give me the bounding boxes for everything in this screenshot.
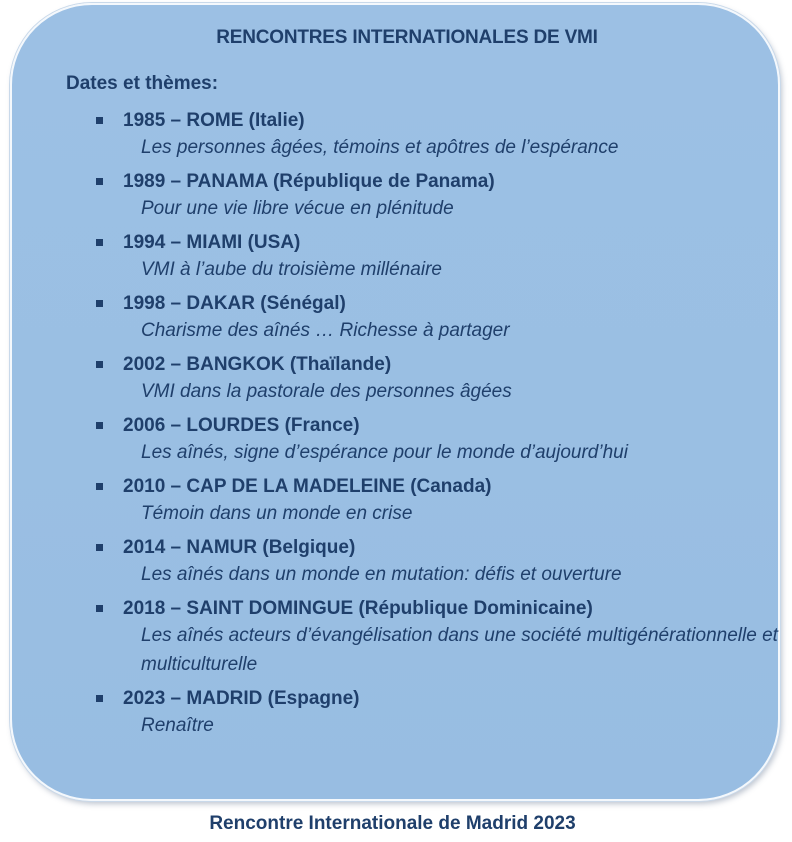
info-card <box>10 3 780 801</box>
square-bullet-icon <box>96 239 103 246</box>
event-date-place: 2018 – SAINT DOMINGUE (République Dominicaine) <box>123 598 593 619</box>
square-bullet-icon <box>96 361 103 368</box>
event-date-place: 2023 – MADRID (Espagne) <box>123 688 360 709</box>
event-item <box>96 231 786 284</box>
square-bullet-icon <box>96 422 103 429</box>
event-date-place: 2002 – BANGKOK (Thaïlande) <box>123 354 392 375</box>
square-bullet-icon <box>96 117 103 124</box>
event-date-place: 1989 – PANAMA (République de Panama) <box>123 171 495 192</box>
caption: Rencontre Internationale de Madrid 2023 <box>209 813 576 834</box>
section-heading: Dates et thèmes: <box>66 73 219 94</box>
event-date-place: 1998 – DAKAR (Sénégal) <box>123 293 346 314</box>
event-item <box>96 170 786 223</box>
event-item <box>96 109 786 162</box>
event-item <box>96 597 786 679</box>
square-bullet-icon <box>96 544 103 551</box>
event-theme: Charisme des aînés … Richesse à partager <box>141 320 510 341</box>
square-bullet-icon <box>96 178 103 185</box>
event-item <box>96 475 786 528</box>
event-date-place: 2010 – CAP DE LA MADELEINE (Canada) <box>123 476 492 497</box>
event-theme: VMI à l’aube du troisième millénaire <box>141 259 442 280</box>
event-item <box>96 292 786 345</box>
square-bullet-icon <box>96 695 103 702</box>
event-item <box>96 353 786 406</box>
event-theme: Renaître <box>141 715 214 736</box>
event-theme: VMI dans la pastorale des personnes âgées <box>141 381 512 402</box>
event-date-place: 2006 – LOURDES (France) <box>123 415 360 436</box>
event-theme: Les personnes âgées, témoins et apôtres de l’espérance <box>141 137 619 158</box>
event-theme: Les aînés, signe d’espérance pour le monde d’aujourd’hui <box>141 442 628 463</box>
card-title: RENCONTRES INTERNATIONALES DE VMI <box>216 27 598 48</box>
square-bullet-icon <box>96 605 103 612</box>
event-item <box>96 536 786 589</box>
event-theme: Les aînés dans un monde en mutation: défis et ouverture <box>141 564 622 585</box>
event-theme: Témoin dans un monde en crise <box>141 503 413 524</box>
event-theme: Pour une vie libre vécue en plénitude <box>141 198 454 219</box>
event-date-place: 1994 – MIAMI (USA) <box>123 232 301 253</box>
event-theme: Les aînés acteurs d’évangélisation dans une société multigénérationnelle et multiculturelle <box>141 625 778 675</box>
event-date-place: 1985 – ROME (Italie) <box>123 110 305 131</box>
event-date-place: 2014 – NAMUR (Belgique) <box>123 537 356 558</box>
events-list <box>96 109 786 748</box>
square-bullet-icon <box>96 300 103 307</box>
event-item <box>96 687 786 740</box>
square-bullet-icon <box>96 483 103 490</box>
event-item <box>96 414 786 467</box>
